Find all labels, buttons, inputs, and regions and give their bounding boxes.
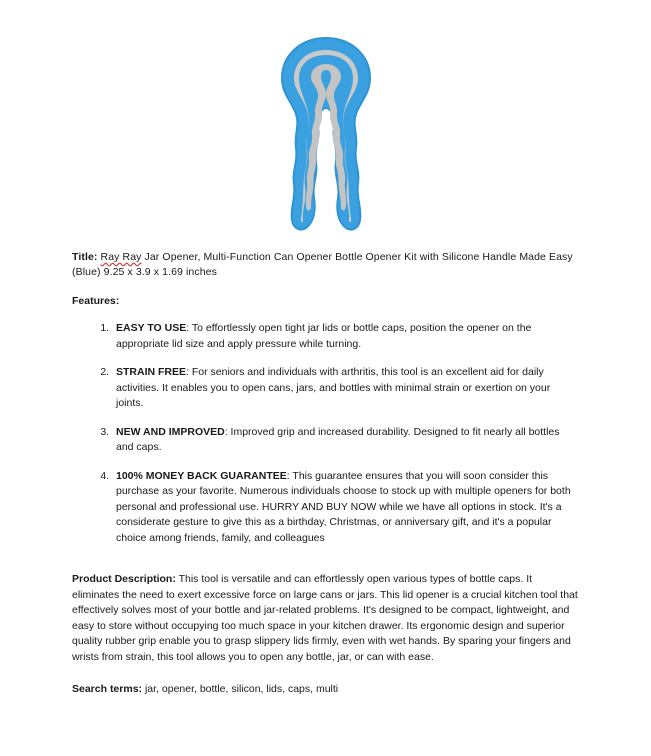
feature-text: : For seniors and individuals with arthritis, this tool is an excellent aid for daily activities. It enables you to open cans, jars, and bottles with minimal strain or exertion on your joints.	[116, 366, 551, 409]
title-label: Title:	[72, 251, 98, 263]
features-heading: Features:	[72, 295, 120, 307]
search-terms	[72, 682, 579, 698]
feature-label: 100% MONEY BACK GUARANTEE	[116, 469, 287, 482]
product-image-container	[72, 0, 579, 234]
list-item	[112, 321, 579, 352]
feature-label: NEW AND IMPROVED	[116, 425, 225, 438]
features-list	[72, 321, 579, 546]
list-item	[112, 469, 579, 547]
feature-text: : This guarantee ensures that you will soon consider this purchase as your favorite. Numerous individuals choose to stock up with multiple openers for both personal and professional use. HURRY AND BUY NOW while we have all options in stock. It's a considerate gesture to give this as a birthday, Christmas, or anniversary gift, and it's a popular choice among friends, family, and colleagues	[116, 469, 571, 544]
search-terms-text: jar, opener, bottle, silicon, lids, caps, multi	[142, 683, 339, 695]
feature-label: STRAIN FREE	[116, 366, 187, 378]
title-brand: Ray Ray	[100, 251, 142, 263]
product-title	[72, 250, 579, 280]
list-item	[112, 365, 579, 412]
list-item	[112, 425, 579, 456]
search-terms-label: Search terms:	[72, 683, 143, 695]
jar-opener-icon	[270, 34, 382, 234]
feature-text: : Improved grip and increased durability. Designed to fit nearly all bottles and caps.	[116, 425, 560, 453]
feature-label: EASY TO USE	[116, 322, 187, 334]
title-text: Jar Opener, Multi-Function Can Opener Bottle Opener Kit with Silicone Handle Made Easy (Blue) 9.25 x 3.9 x 1.69 inches	[72, 251, 573, 278]
feature-text: : To effortlessly open tight jar lids or bottle caps, position the opener on the appropriate lid size and apply pressure while turning.	[116, 322, 532, 350]
description-text: This tool is versatile and can effortlessly open various types of bottle caps. It eliminates the need to exert excessive force on large cans or jars. This lid opener is a crucial kitchen tool that effectively solves most of your bottle and jar-related problems. It's designed to be compact, lightweight, and easy to store without occupying too much space in your kitchen drawer. Its ergonomic design and superior quality rubber grip enable you to grasp slippery lids firmly, even with wet hands. By sparing your fingers and wrists from strain, this tool allows you to open any bottle, jar, or can with ease.	[72, 573, 578, 663]
description-label: Product Description:	[72, 573, 176, 585]
product-description	[72, 572, 579, 665]
